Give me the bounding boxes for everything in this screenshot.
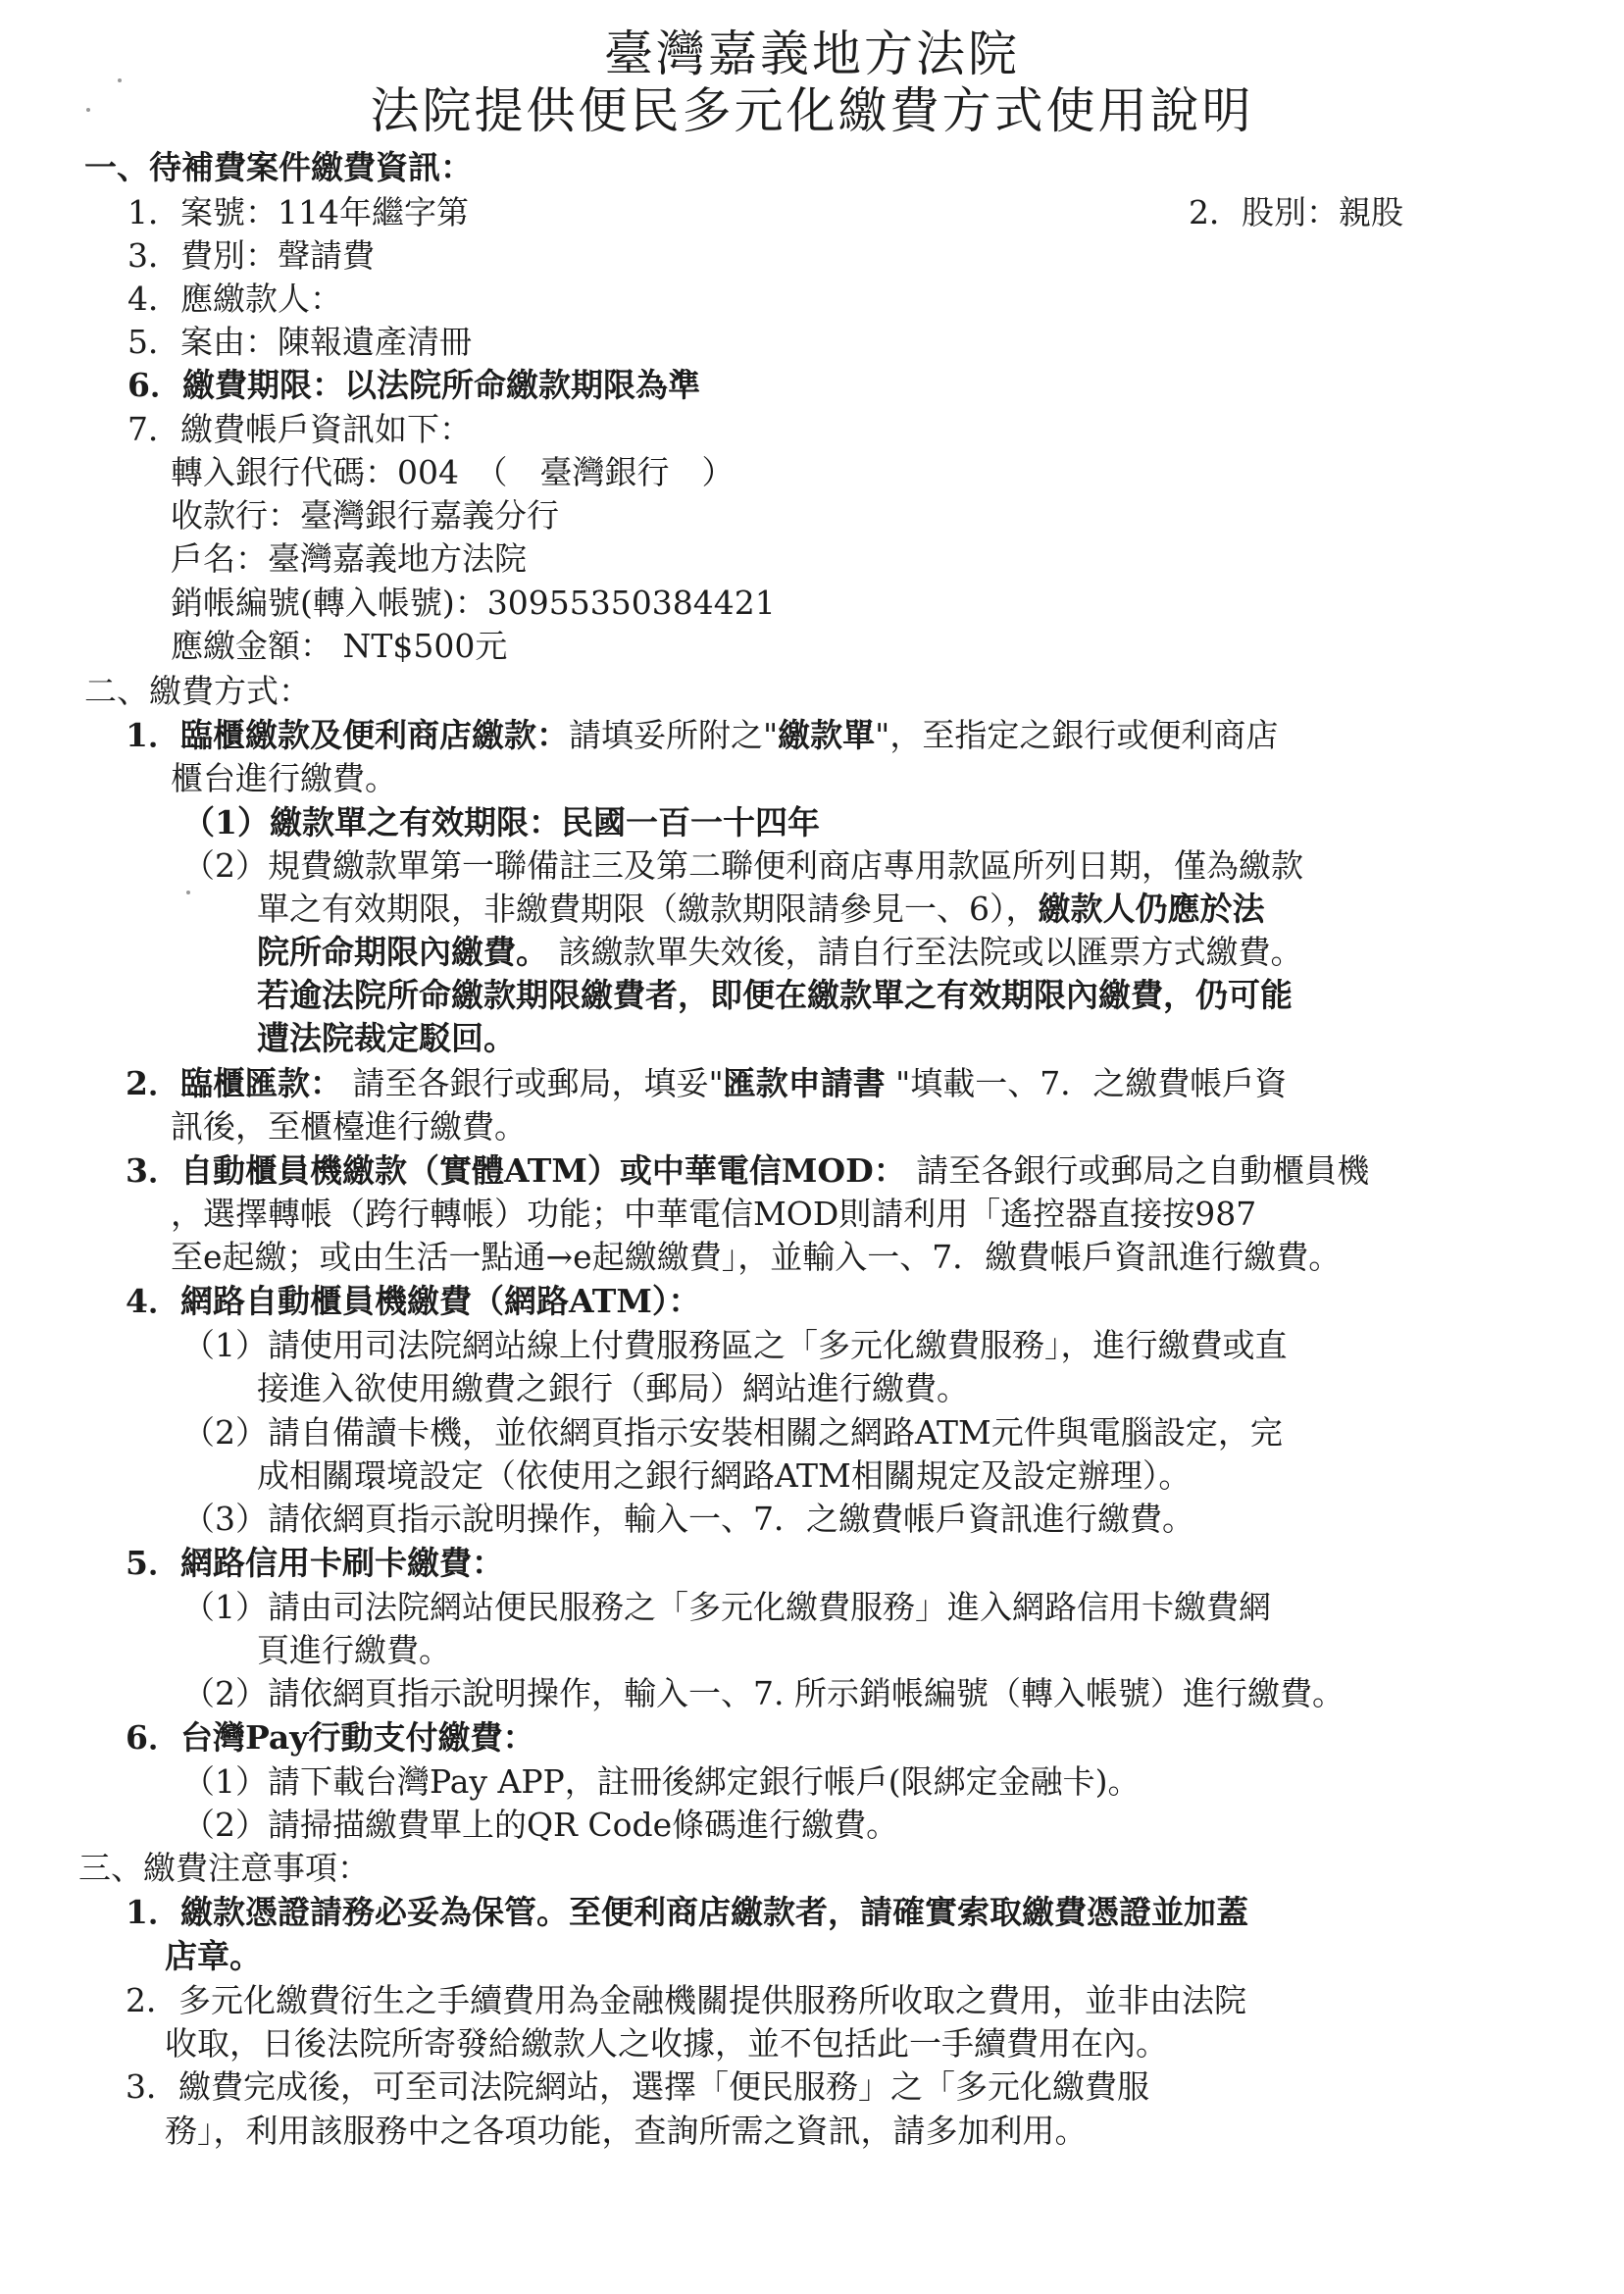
note-1-line-2: 店章。 bbox=[165, 1937, 262, 1975]
method-1-sub-2-line-5: 遭法院裁定駁回。 bbox=[257, 1019, 516, 1057]
method-4-sub-2-line-1: （2）請自備讀卡機，並依網頁指示安裝相關之網路ATM元件與電腦設定，完 bbox=[182, 1413, 1283, 1452]
method-4-title: 4．網路自動櫃員機繳費（網路ATM）： bbox=[126, 1282, 701, 1320]
section-1-heading: 一、待補費案件繳費資訊： bbox=[84, 148, 473, 186]
case-cause: 5．案由：陳報遺產清冊 bbox=[127, 323, 472, 361]
method-1-sub-2-line-2 bbox=[257, 890, 1265, 928]
note-2-line-2: 收取，日後法院所寄發給繳款人之收據，並不包括此一手續費用在內。 bbox=[165, 2024, 1168, 2063]
payer: 4．應繳款人： bbox=[127, 280, 342, 318]
scan-speck bbox=[86, 108, 90, 112]
method-1-sub-2-line-1: （2）規費繳款單第一聯備註三及第二聯便利商店專用款區所列日期，僅為繳款 bbox=[182, 846, 1303, 885]
method-2-line-2: 訊後，至櫃檯進行繳費。 bbox=[171, 1107, 527, 1146]
method-1-sub-2-line-4: 若逾法院所命繳款期限繳費者，即便在繳款單之有效期限內繳費，仍可能 bbox=[257, 976, 1293, 1014]
method-4-sub-3: （3）請依網頁指示說明操作，輸入一、7．之繳費帳戶資訊進行繳費。 bbox=[182, 1500, 1194, 1538]
method-1-sub-2-emphasis: 繳款人仍應於法 bbox=[1038, 890, 1265, 928]
method-5-title: 5．網路信用卡刷卡繳費： bbox=[126, 1544, 504, 1582]
note-3-line-1: 3．繳費完成後，可至司法院網站，選擇「便民服務」之「多元化繳費服 bbox=[126, 2067, 1149, 2106]
receiving-bank: 收款行：臺灣銀行嘉義分行 bbox=[171, 496, 559, 535]
method-1-sub-2-emphasis-2: 院所命期限內繳費。 bbox=[257, 933, 548, 971]
method-3-line-3: 至e起繳；或由生活一點通→e起繳繳費」，並輸入一、7．繳費帳戶資訊進行繳費。 bbox=[171, 1238, 1342, 1276]
doc-subtitle: 法院提供便民多元化繳費方式使用說明 bbox=[370, 82, 1254, 139]
doc-title: 臺灣嘉義地方法院 bbox=[604, 25, 1020, 82]
method-1-sub-1: （1）繳款單之有效期限：民國一百一十四年 bbox=[182, 803, 820, 841]
method-4-sub-2-line-2: 成相關環境設定（依使用之銀行網路ATM相關規定及設定辦理）。 bbox=[257, 1456, 1192, 1495]
method-5-sub-1-line-1: （1）請由司法院網站便民服務之「多元化繳費服務」進入網路信用卡繳費網 bbox=[182, 1588, 1271, 1626]
method-1-sub-2-text-2: 該繳款單失效後，請自行至法院或以匯票方式繳費。 bbox=[548, 933, 1303, 971]
method-3-line-1 bbox=[126, 1151, 1370, 1190]
account-info-intro: 7．繳費帳戶資訊如下： bbox=[127, 410, 472, 448]
payment-deadline: 6．繳費期限：以法院所命繳款期限為準 bbox=[127, 366, 700, 404]
method-3-text-a: 請至各銀行或郵局之自動櫃員機 bbox=[905, 1151, 1370, 1190]
method-1-title: 1．臨櫃繳款及便利商店繳款： bbox=[126, 716, 569, 754]
amount-due: 應繳金額： NT$500元 bbox=[171, 627, 508, 665]
method-6-title: 6．台灣Pay行動支付繳費： bbox=[126, 1718, 535, 1757]
method-2-line-1 bbox=[126, 1064, 1288, 1102]
case-number: 1．案號：114年繼字第 bbox=[127, 193, 469, 231]
method-4-sub-1-line-2: 接進入欲使用繳費之銀行（郵局）網站進行繳費。 bbox=[257, 1369, 969, 1407]
method-1-sub-2-line-3 bbox=[257, 933, 1303, 971]
method-1-line-1 bbox=[126, 716, 1279, 754]
method-1-form-name: 繳款單 bbox=[778, 716, 876, 754]
note-1-line-1: 1．繳款憑證請務必妥為保管。至便利商店繳款者，請確實索取繳費憑證並加蓋 bbox=[126, 1893, 1248, 1931]
method-4-sub-1-line-1: （1）請使用司法院網站線上付費服務區之「多元化繳費服務」，進行繳費或直 bbox=[182, 1326, 1288, 1364]
method-2-text-a: 請至各銀行或郵局，填妥" bbox=[341, 1064, 724, 1102]
method-6-sub-1: （1）請下載台灣Pay APP，註冊後綁定銀行帳戶(限綁定金融卡)。 bbox=[182, 1762, 1141, 1801]
scan-speck bbox=[118, 78, 122, 82]
method-3-title: 3．自動櫃員機繳款（實體ATM）或中華電信MOD： bbox=[126, 1151, 906, 1190]
fee-type: 3．費別：聲請費 bbox=[127, 236, 375, 275]
method-1-sub-2-text: 單之有效期限，非繳費期限（繳款期限請參見一、6）， bbox=[257, 890, 1039, 928]
section-2-heading: 二、繳費方式： bbox=[84, 672, 311, 710]
note-2-line-1: 2．多元化繳費衍生之手續費用為金融機關提供服務所收取之費用，並非由法院 bbox=[126, 1981, 1246, 2019]
scan-speck bbox=[186, 891, 190, 894]
method-2-text-c: "填載一、7．之繳費帳戶資 bbox=[885, 1064, 1288, 1102]
method-5-sub-2: （2）請依網頁指示說明操作，輸入一、7. 所示銷帳編號（轉入帳號）進行繳費。 bbox=[182, 1674, 1345, 1712]
account-number: 銷帳編號(轉入帳號)：30955350384421 bbox=[171, 584, 776, 622]
section-3-heading: 三、繳費注意事項： bbox=[78, 1849, 370, 1887]
method-6-sub-2: （2）請掃描繳費單上的QR Code條碼進行繳費。 bbox=[182, 1806, 899, 1844]
bank-code: 轉入銀行代碼：004 （ 臺灣銀行 ） bbox=[171, 453, 735, 491]
method-1-text-c: "，至指定之銀行或便利商店 bbox=[875, 716, 1279, 754]
method-1-text-a: 請填妥所附之" bbox=[568, 716, 779, 754]
method-2-title: 2．臨櫃匯款： bbox=[126, 1064, 342, 1102]
method-5-sub-1-line-2: 頁進行繳費。 bbox=[257, 1631, 451, 1669]
method-3-line-2: ，選擇轉帳（跨行轉帳）功能；中華電信MOD則請利用「遙控器直接按987 bbox=[171, 1195, 1257, 1233]
note-3-line-2: 務」，利用該服務中之各項功能，查詢所需之資訊，請多加利用。 bbox=[165, 2112, 1088, 2150]
division: 2．股別：親股 bbox=[1189, 193, 1403, 231]
account-name: 戶名：臺灣嘉義地方法院 bbox=[171, 539, 527, 578]
method-1-line-2: 櫃台進行繳費。 bbox=[171, 759, 397, 797]
method-2-form-name: 匯款申請書 bbox=[723, 1064, 886, 1102]
